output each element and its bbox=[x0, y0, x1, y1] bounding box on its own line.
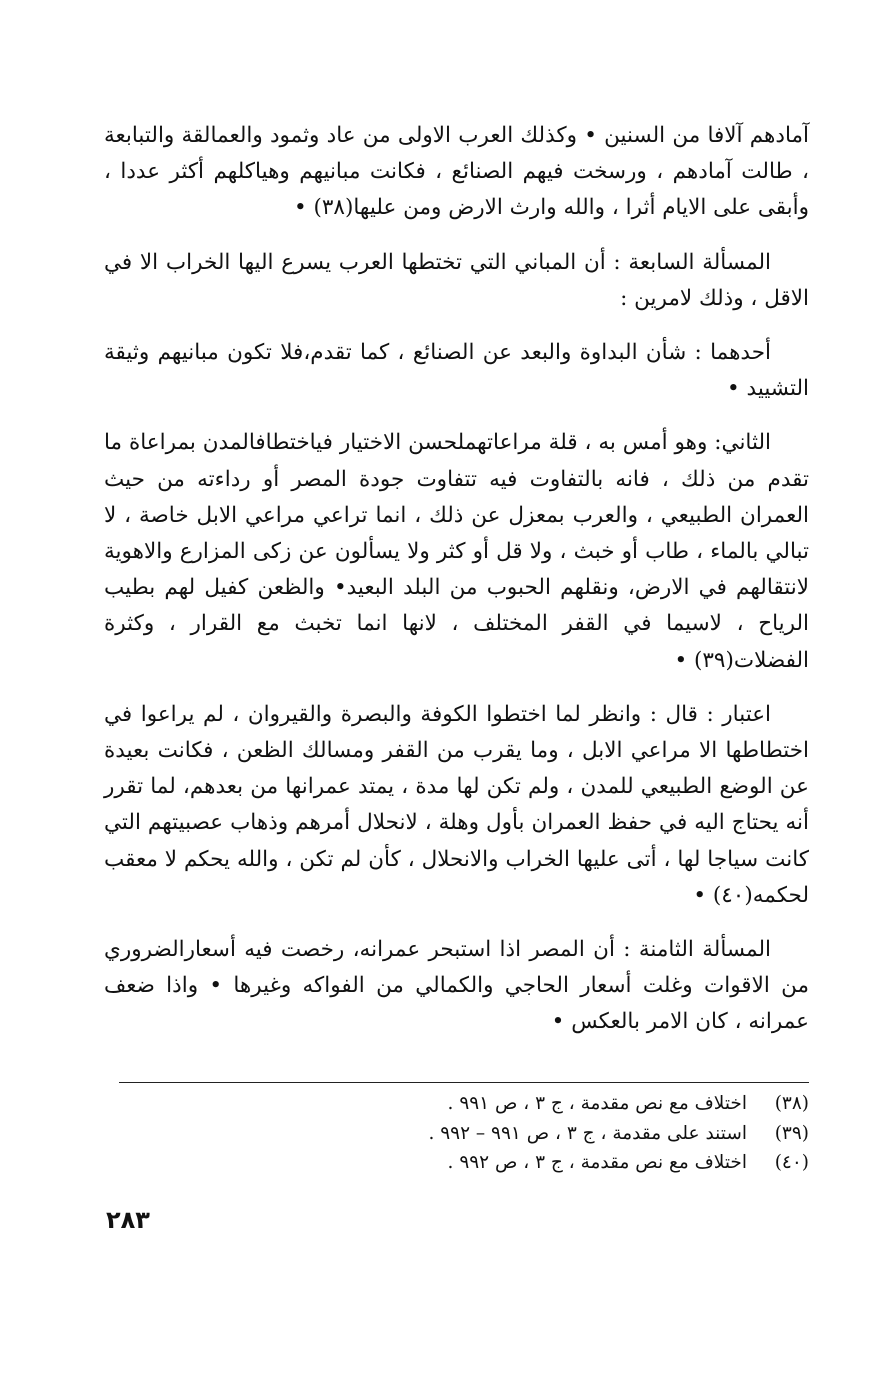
paragraph-second-reason: الثاني: وهو أمس به ، قلة مراعاتهملحسن الاختيار فياختطافالمدن بمراعاة ما تقدم من ذلك ، فانه بالتفاوت فيه تتفاوت جودة المصر أو رداءته من حيث العمران الطبيعي ، والعرب بمعزل عن ذلك ، انما تراعي مراعي الابل خاصة ، لا تبالي بالماء ، طاب أو خبث ، ولا قل أو كثر ولا يسألون عن زكى المزارع والاهوية لانتقالهم في الارض، ونقلهم الحبوب من البلد البعيد• والظعن كفيل لهم بطيب الرياح ، لاسيما في القفر المختلف ، لانها انما تخبث مع القرار ، وكثرة الفضلات(٣٩) • bbox=[104, 430, 809, 673]
paragraph-consideration: اعتبار : قال : وانظر لما اختطوا الكوفة والبصرة والقيروان ، لم يراعوا في اختطاطها الا مراعي الابل ، وما يقرب من القفر ومسالك الظعن ، فكانت بعيدة عن الوضع الطبيعي للمدن ، ولم تكن لها مدة ، يمتد عمرانها من بعدهم، لما تقرر أنه يحتاج اليه في حفظ العمران بأول وهلة ، لانحلال أمرهم وذهاب عصبيتهم التي كانت سياجا لها ، أتى عليها الخراب والانحلال ، كأن لم تكن ، والله يحكم لا معقب لحكمه(٤٠) • bbox=[104, 701, 809, 908]
footnote-number: (٤٠) bbox=[774, 1152, 809, 1173]
paragraph-seventh-issue: المسألة السابعة : أن المباني التي تختطها العرب يسرع اليها الخراب الا في الاقل ، وذلك لامرين : bbox=[104, 249, 809, 311]
footnote-item bbox=[119, 1089, 809, 1119]
footnote-item bbox=[119, 1148, 809, 1178]
footnote-divider bbox=[119, 1082, 809, 1083]
paragraph-continuation: آمادهم آلافا من السنين • وكذلك العرب الاولى من عاد وثمود والعمالقة والتبابعة ، طالت آمادهم ، ورسخت فيهم الصنائع ، فكانت مبانيهم وهياكلهم أكثر عددا ، وأبقى على الايام أثرا ، والله وارث الارض ومن عليها(٣٨) • bbox=[104, 123, 809, 221]
footnote-text: اختلاف مع نص مقدمة ، ج ٣ ، ص ٩٩١ . bbox=[447, 1093, 747, 1114]
footnote-number: (٣٨) bbox=[774, 1093, 809, 1114]
paragraph-eighth-issue: المسألة الثامنة : أن المصر اذا استبحر عمرانه، رخصت فيه أسعارالضروري من الاقوات وغلت أسعار الحاجي والكمالي من الفواكه وغيرها • واذا ضعف عمرانه ، كان الامر بالعكس • bbox=[104, 937, 809, 1035]
footnotes bbox=[119, 1089, 809, 1178]
footnote-text: اختلاف مع نص مقدمة ، ج ٣ ، ص ٩٩٢ . bbox=[447, 1152, 747, 1173]
body-text bbox=[104, 118, 809, 1059]
footnote-text: استند على مقدمة ، ج ٣ ، ص ٩٩١ – ٩٩٢ . bbox=[428, 1122, 747, 1144]
footnote-number: (٣٩) bbox=[774, 1122, 809, 1144]
footnote-item bbox=[119, 1119, 809, 1149]
paragraph-first-reason: أحدهما : شأن البداوة والبعد عن الصنائع ، كما تقدم،فلا تكون مبانيهم وثيقة التشييد • bbox=[104, 340, 809, 402]
page-number: ٢٨٣ bbox=[106, 1206, 150, 1234]
